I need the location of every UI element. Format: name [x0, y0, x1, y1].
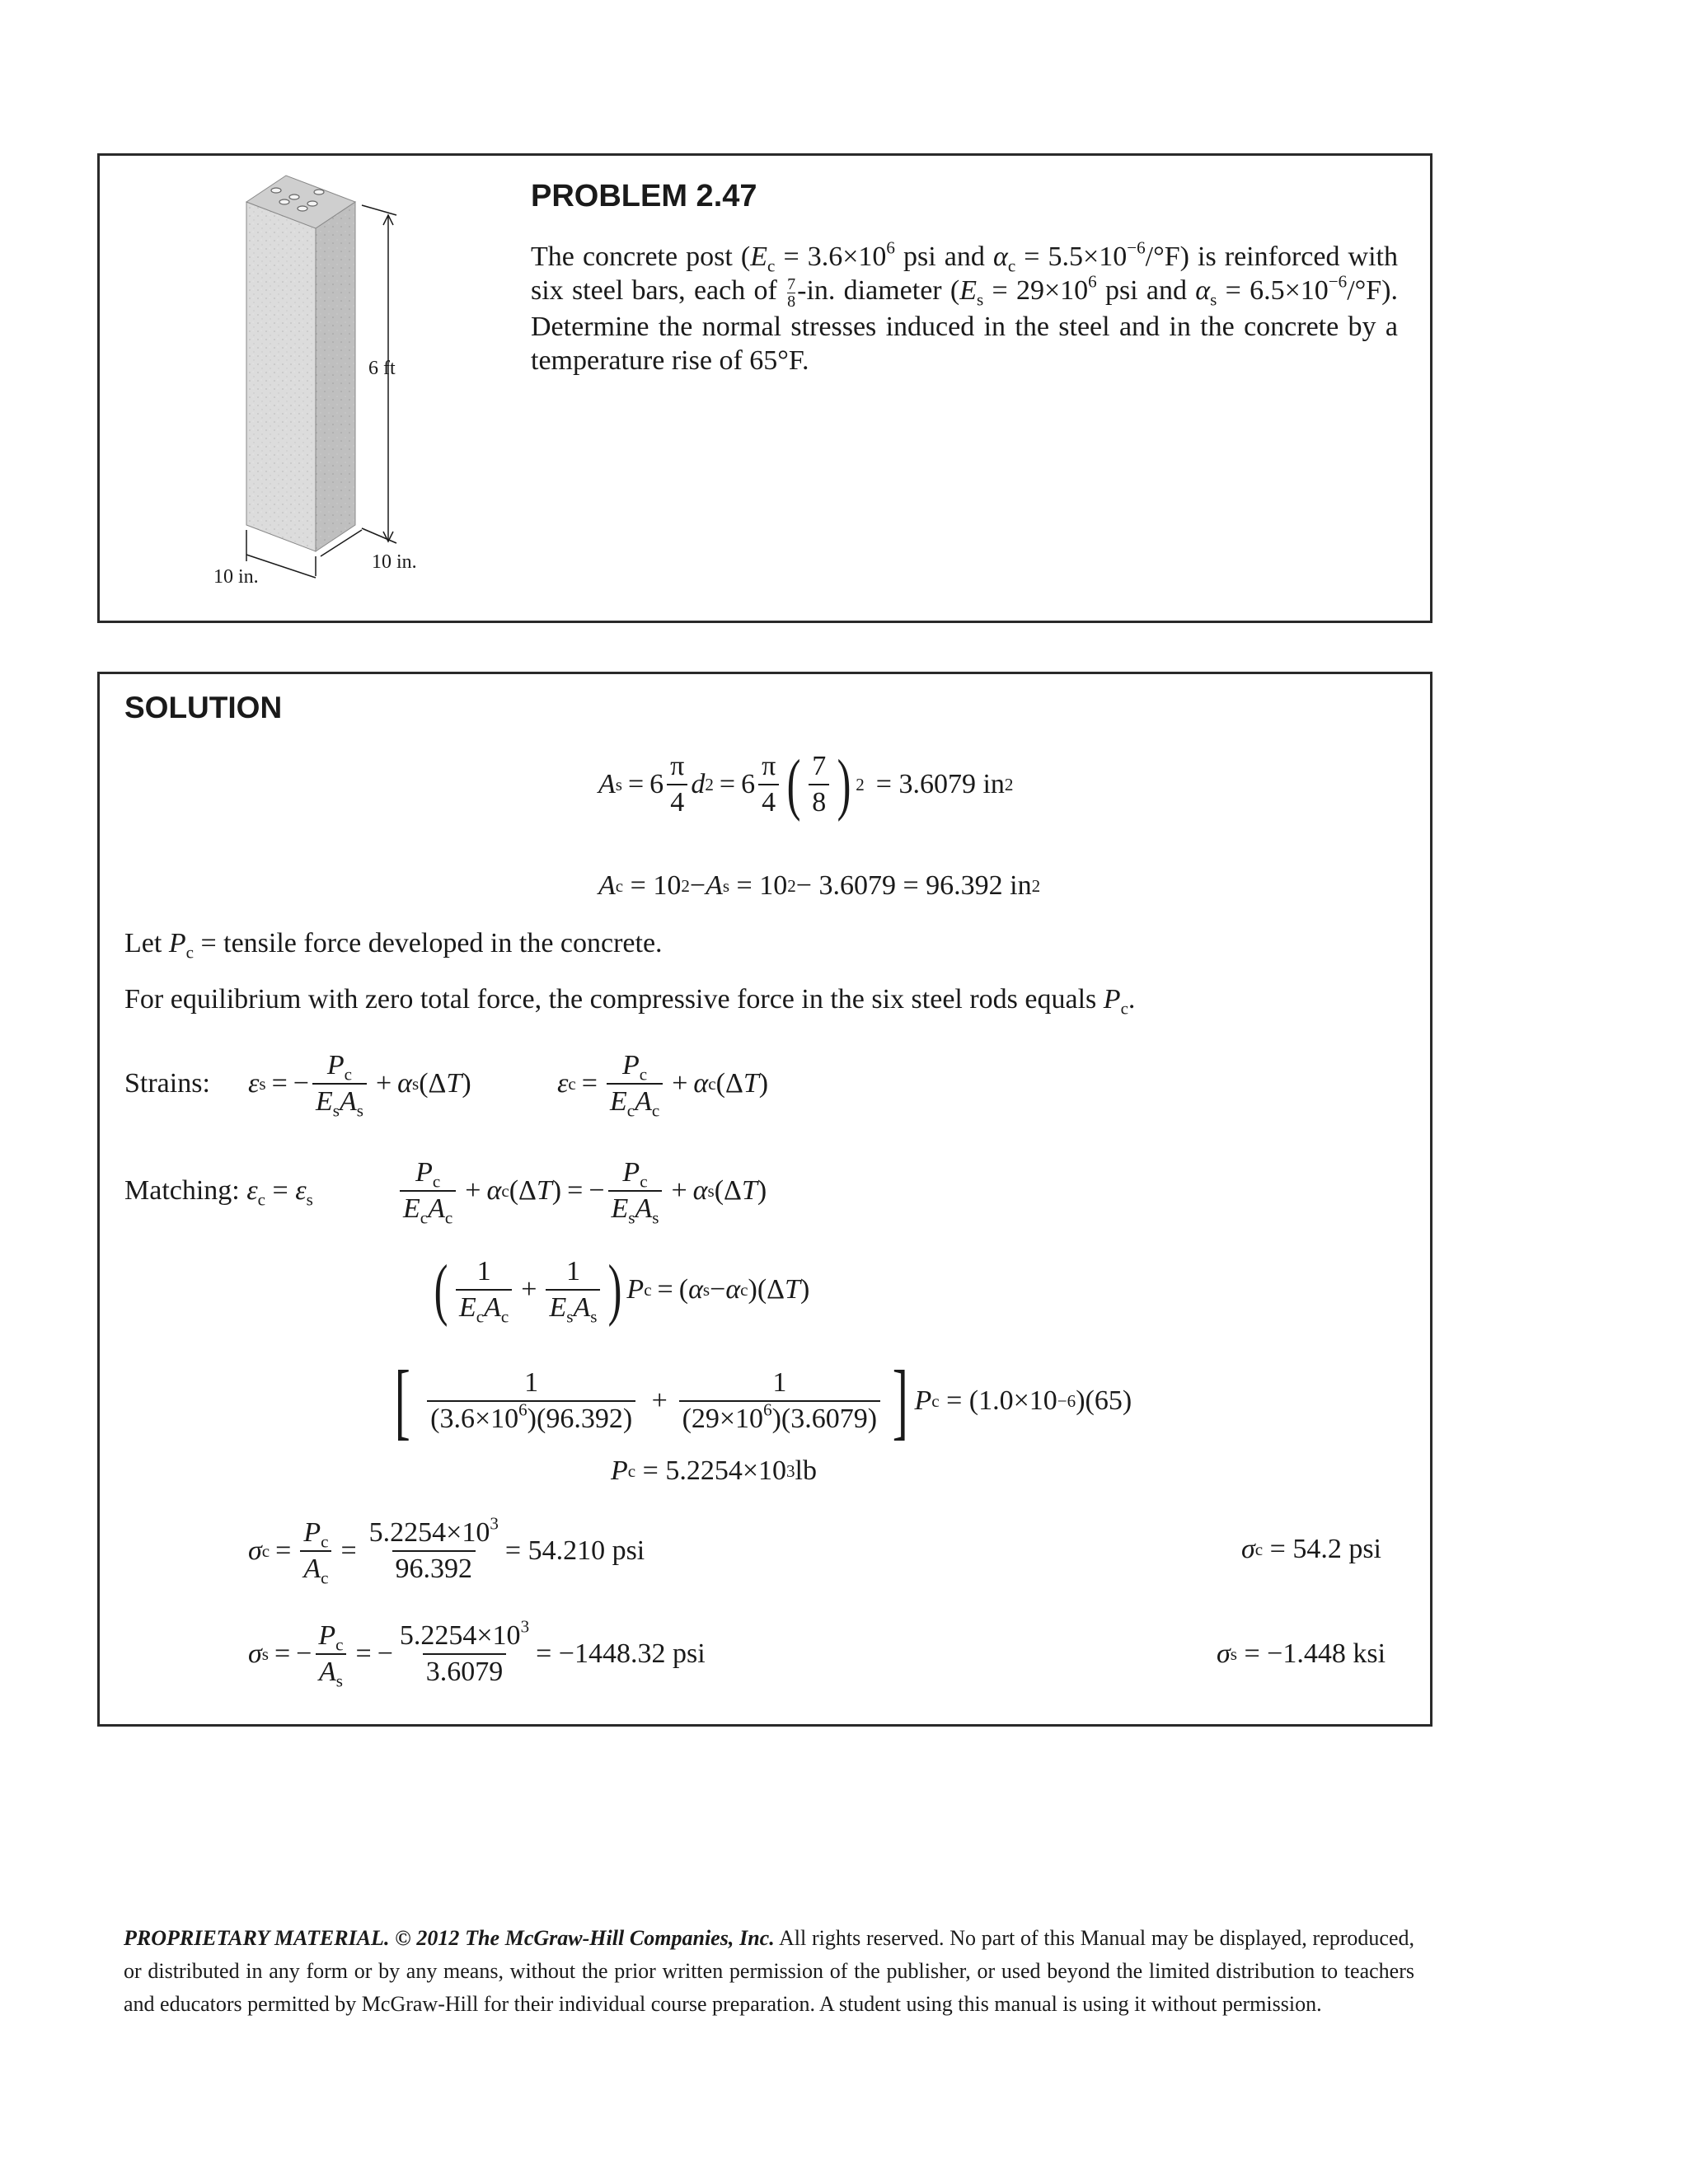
- strains-label: Strains:: [124, 1068, 210, 1099]
- post-side-face: [316, 202, 355, 551]
- sigma-s-answer: σ s = −1.448 ksi: [1217, 1638, 1386, 1669]
- problem-statement: The concrete post ($E_c = 3.6\times 10^6$ psi and $\alpha_c = 5.5\times 10^{-6}/^\circ F$) is reinforced with six steel bars, each of $\frac{7}{8}$ -in. diameter ($E_s = 29\times 10^6$ psi and $\alpha_s = 6.5\times 10^{-6}/^\circ F$). Determine the normal stresses induced in the steel and in the concrete by a temperature rise of 65°F.: [531, 237, 1398, 376]
- problem-box: [97, 153, 1432, 623]
- strain-concrete-equation: ε c = $\frac{P_c}{E_cA_c}$ + α c (Δ T ): [557, 1050, 769, 1121]
- footer-text: All rights reserved. No part of this Manual may be displayed, reproduced, or distributed in any form or by any means, without the prior written permission of the publisher, or used beyond the limited distribution to teachers and educators permitted by McGraw-Hill for their individual course preparation. A student using this manual is using it without permission.: [124, 1926, 1414, 2016]
- post-front-face: [246, 202, 316, 551]
- solution-title: SOLUTION: [124, 691, 283, 724]
- sigma-s-equation: σ s = − $\frac{P_c}{A_s}$ = − $\frac{5.2254\times 10^3}{3.6079}$ = −1448.32 psi: [248, 1616, 706, 1691]
- sigma-c-answer: σ c = 54.2 psi: [1241, 1534, 1381, 1564]
- concrete-area-equation: A c = 10 2 − A s = 10 2 − 3.6079 = 96.392 in 2: [598, 870, 1041, 901]
- bar-diameter-fraction: $\frac{7}{8}$: [787, 274, 796, 311]
- sigma-c-equation: σ c = $\frac{P_c}{A_c}$ = $\frac{5.2254\times 10^3}{96.392}$ = 54.210 psi: [248, 1513, 645, 1588]
- equilibrium-text: For equilibrium with zero total force, the compressive force in the six steel rods equals $P_c$.: [124, 984, 1136, 1019]
- concrete-post-figure: [100, 156, 1435, 626]
- footer-bold: PROPRIETARY MATERIAL. © 2012 The McGraw-Hill Companies, Inc.: [124, 1926, 775, 1950]
- let-pc-text: Let $P_c$ = tensile force developed in the concrete.: [124, 928, 663, 963]
- height-label: 6 ft: [368, 358, 396, 379]
- width-label-front: 10 in.: [213, 566, 259, 588]
- width-label-side: 10 in.: [372, 551, 417, 573]
- matching-label: Matching: $\varepsilon_c = \varepsilon_s$: [124, 1175, 313, 1210]
- matching-equation: $\frac{P_c}{E_cA_c}$ + α c (Δ T ) = − $\frac{P_c}{E_sA_s}$ + α s (Δ T ): [396, 1159, 767, 1223]
- numeric-equation: [ $\frac{1}{(3.6\times 10^6)(96.392)}$ + $\frac{1}{(29\times 10^6)(3.6079)}$ ] P c = (1.0×10 −6 )(65): [394, 1353, 1132, 1448]
- pc-result: P c = 5.2254×10 3 lb: [611, 1455, 817, 1486]
- steel-area-equation: A s = 6 $\frac{\pi}{4}$ d 2 = 6 $\frac{\pi}{4}$ ( $\frac{7}{8}$ ) 2 = 3.6079 in 2: [598, 746, 1014, 823]
- problem-title: PROBLEM 2.47: [531, 179, 757, 213]
- solution-box: [97, 672, 1432, 1727]
- copyright-footer: [124, 1922, 1414, 2021]
- strain-steel-equation: ε s = − $\frac{P_c}{E_sA_s}$ + α s (Δ T ): [248, 1050, 471, 1121]
- combined-equation: ( $\frac{1}{E_cA_c}$ + $\frac{1}{E_sA_s}$ ) P c = ( α s − α c )(Δ T ): [434, 1251, 810, 1328]
